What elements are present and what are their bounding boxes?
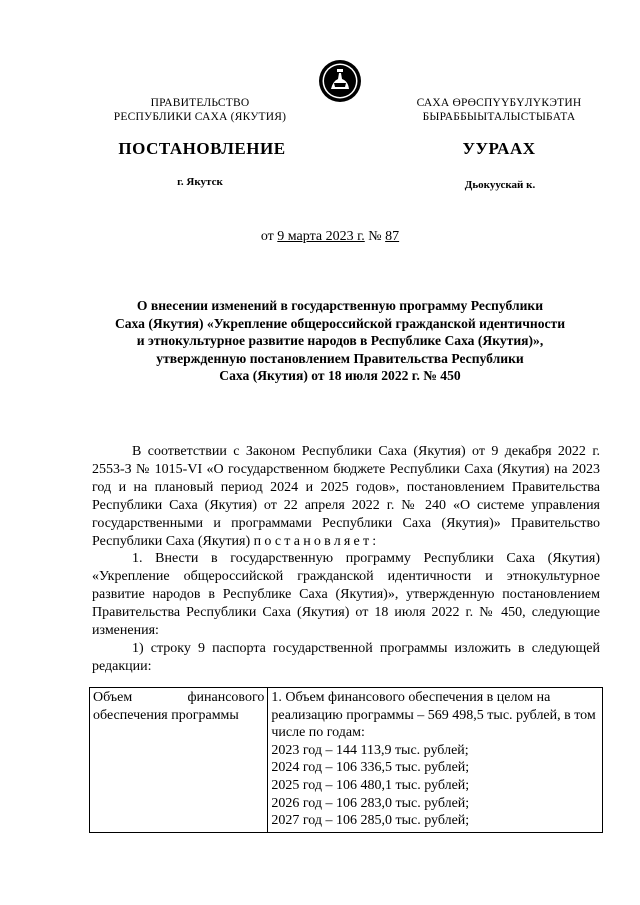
resolves-word: постановляет:	[253, 533, 380, 549]
financing-label-line1	[93, 689, 264, 707]
government-name-sakha-line1: САХА ӨРӨСПҮҮБҮЛҮКЭТИН	[416, 97, 582, 109]
financing-year-2024: 2024 год – 106 336,5 тыс. рублей;	[271, 760, 470, 776]
decree-number: 87	[385, 229, 400, 244]
financing-label-word2: финансового	[187, 690, 265, 705]
city-ru: г. Якутск	[177, 176, 223, 188]
financing-year-2026: 2026 год – 106 283,0 тыс. рублей;	[271, 795, 470, 811]
government-name-sakha-line2: БЫРАББЫЫТАЛЫСТЫБАТА	[422, 111, 576, 123]
subject-line: О внесении изменений в государственную программу Республики	[136, 298, 544, 313]
financing-table	[89, 687, 603, 833]
decree-date: 9 марта 2023 г.	[277, 229, 365, 244]
decree-body	[92, 443, 600, 676]
financing-year-2023: 2023 год – 144 113,9 тыс. рублей;	[271, 742, 469, 758]
subject-line: Саха (Якутия) «Укрепление общероссийской гражданской идентичности	[114, 315, 566, 331]
financing-year-2025: 2025 год – 106 480,1 тыс. рублей;	[271, 777, 470, 793]
decree-prefix: от	[260, 229, 274, 244]
government-name-ru	[96, 96, 304, 124]
city-sakha: Дьокуускай к.	[464, 179, 536, 191]
government-name-ru-line1: ПРАВИТЕЛЬСТВО	[150, 97, 250, 109]
government-name-ru-line2: РЕСПУБЛИКИ САХА (ЯКУТИЯ)	[113, 111, 287, 123]
decree-date-number	[230, 229, 430, 245]
financing-label-word1: Объем	[93, 690, 133, 705]
document-type-ru: ПОСТАНОВЛЕНИЕ	[118, 139, 286, 158]
subclause-1-paragraph: 1) строку 9 паспорта государственной программы изложить в следующей редакции:	[92, 640, 600, 674]
coat-of-arms-icon	[318, 59, 362, 103]
financing-intro: 1. Объем финансового обеспечения в целом на реализацию программы – 569 498,5 тыс. рублей, в том числе по годам:	[271, 690, 596, 741]
preamble-paragraph	[92, 443, 600, 550]
financing-value-cell	[268, 688, 603, 833]
document-type-sakha: УУРААХ	[462, 139, 536, 158]
decree-subject	[80, 297, 600, 385]
financing-year-2027: 2027 год – 106 285,0 тыс. рублей;	[271, 813, 470, 829]
government-name-sakha	[394, 96, 604, 124]
clause-1-paragraph: 1. Внести в государственную программу Республики Саха (Якутия) «Укрепление общероссийской гражданской идентичности и этнокультурное развитие народов в Республике Саха (Якутия)», утвержденную постановлением Правительства Республики Саха (Якутия) от 18 июля 2022 г. № 450, следующие изменения:	[92, 551, 600, 639]
table-row	[90, 688, 603, 833]
subject-line: и этнокультурное развитие народов в Республике Саха (Якутия)»,	[136, 333, 544, 348]
financing-label-line2: обеспечения программы	[93, 707, 239, 723]
decree-number-sign: №	[368, 229, 382, 244]
preamble-text: В соответствии с Законом Республики Саха (Якутия) от 9 декабря 2022 г. 2553-З № 1015-VI «О государственном бюджете Республики Саха (Якутия) на 2023 год и на плановый период 2024 и 2025 годов», постановлением Правительства Республики Саха (Якутия) от 22 апреля 2022 г. № 240 «О системе управления государственными и программами Республики Саха (Якутия)» Правительство Республики Саха (Якутия)	[92, 444, 600, 549]
subject-line: утвержденную постановлением Правительства Республики	[156, 350, 524, 366]
subject-line: Саха (Якутия) от 18 июля 2022 г. № 450	[219, 368, 461, 383]
financing-label-cell	[90, 688, 268, 833]
